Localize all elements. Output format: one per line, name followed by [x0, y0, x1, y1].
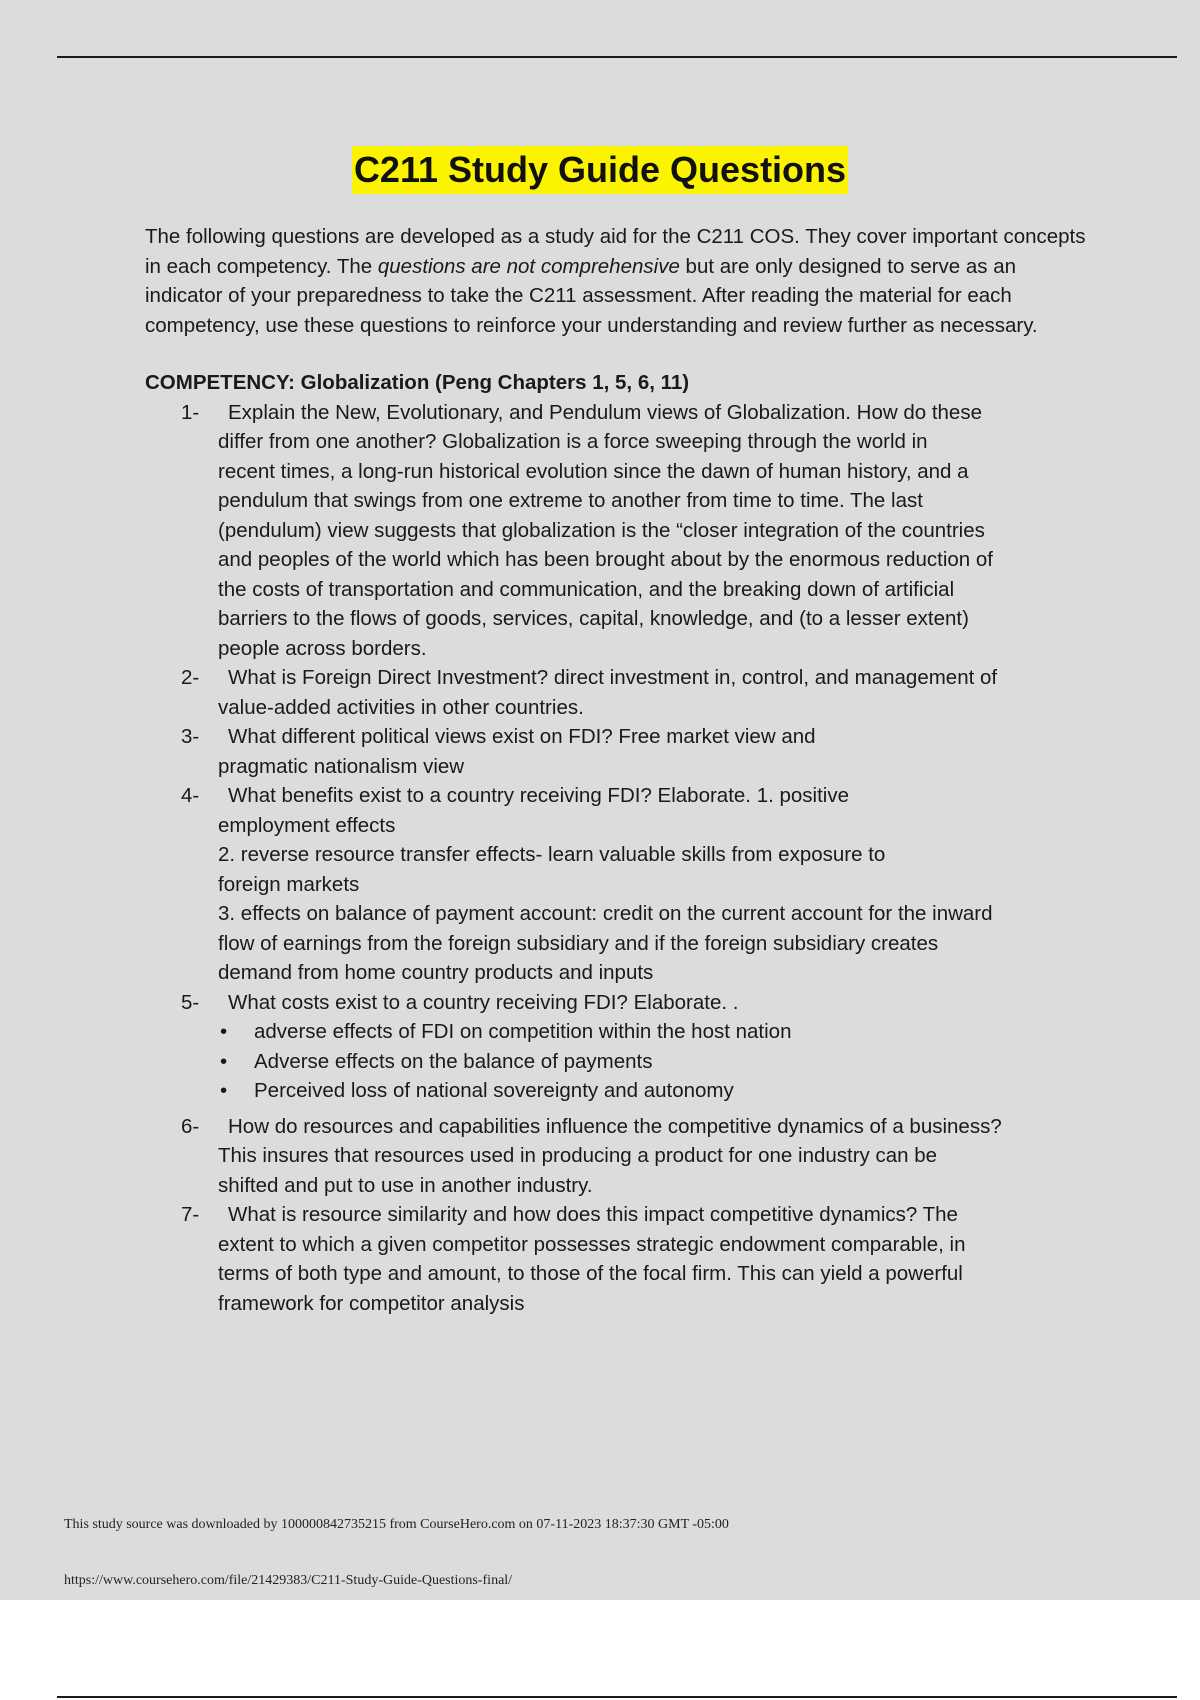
- page-title: C211 Study Guide Questions: [352, 146, 848, 194]
- question-number: 7-: [181, 1203, 200, 1226]
- document-body: [145, 222, 1090, 1318]
- question-item: [145, 1112, 1090, 1201]
- answer-line: 2. reverse resource transfer effects- learn valuable skills from exposure to: [218, 843, 886, 866]
- question-item: [145, 1200, 1090, 1318]
- question-item: [145, 988, 1090, 1106]
- question-number: 2-: [181, 666, 200, 689]
- answer-line: shifted and put to use in another industry.: [218, 1173, 593, 1197]
- answer-line: barriers to the flows of goods, services, capital, knowledge, and (to a lesser extent): [218, 607, 969, 630]
- answer-line: This insures that resources used in producing a product for one industry can be: [218, 1144, 938, 1167]
- question-text: What benefits exist to a country receiving FDI? Elaborate. 1. positive: [228, 784, 849, 807]
- bullet-item: • Perceived loss of national sovereignty and autonomy: [218, 1076, 1090, 1106]
- question-text: What is Foreign Direct Investment? direct investment in, control, and management of: [228, 666, 998, 689]
- answer-line: pendulum that swings from one extreme to another from time to time. The last: [218, 489, 923, 512]
- download-note: This study source was downloaded by 100000842735215 from CourseHero.com on 07-11-2023 18:37:30 GMT -05:00: [64, 1517, 729, 1532]
- intro-text-start: The following questions are developed as a study aid for the C211 COS. They cover important concepts in each competency. The: [145, 225, 1086, 278]
- question-number: 4-: [181, 784, 200, 807]
- title-container: [0, 146, 1200, 194]
- question-body: [218, 663, 1090, 722]
- question-text: What costs exist to a country receiving FDI? Elaborate. .: [228, 990, 739, 1014]
- question-text: How do resources and capabilities influence the competitive dynamics of a business?: [228, 1114, 1002, 1138]
- question-body: [218, 722, 1090, 781]
- question-text: What is resource similarity and how does this impact competitive dynamics? The: [228, 1203, 958, 1226]
- answer-line: demand from home country products and inputs: [218, 961, 654, 984]
- bottom-rule: [57, 1696, 1177, 1698]
- answer-line: the costs of transportation and communication, and the breaking down of artificial: [218, 577, 955, 601]
- answer-line: extent to which a given competitor possesses strategic endowment comparable, in: [218, 1232, 966, 1256]
- question-body: [218, 781, 1090, 988]
- question-list: [145, 398, 1090, 1319]
- answer-line: terms of both type and amount, to those of the focal firm. This can yield a powerful: [218, 1262, 963, 1285]
- intro-text-end: but are only designed to serve as an indicator of your preparedness to take the C211 assessment. After reading the material for each competency, use these questions to reinforce your understanding and review further as necessary.: [145, 254, 1038, 337]
- question-number: 1-: [181, 400, 200, 424]
- answer-line: differ from one another? Globalization is a force sweeping through the world in: [218, 430, 928, 453]
- answer-line: pragmatic nationalism view: [218, 754, 465, 778]
- answer-line: framework for competitor analysis: [218, 1291, 525, 1315]
- competency-heading: COMPETENCY: Globalization (Peng Chapters 1, 5, 6, 11): [145, 371, 690, 394]
- top-rule: [57, 56, 1177, 58]
- answer-line: foreign markets: [218, 872, 360, 896]
- question-item: [145, 781, 1090, 988]
- question-item: [145, 663, 1090, 722]
- question-text: Explain the New, Evolutionary, and Pendulum views of Globalization. How do these: [228, 400, 982, 424]
- answer-line: and peoples of the world which has been brought about by the enormous reduction of: [218, 548, 993, 571]
- bullet-list: [218, 1017, 1090, 1106]
- answer-line: flow of earnings from the foreign subsidiary and if the foreign subsidiary creates: [218, 931, 939, 955]
- answer-line: people across borders.: [218, 636, 427, 660]
- answer-line: 3. effects on balance of payment account: credit on the current account for the inward: [218, 902, 993, 925]
- question-body: [218, 1200, 1090, 1318]
- question-number: 5-: [181, 990, 200, 1014]
- question-body: [218, 398, 1090, 664]
- question-item: [145, 722, 1090, 781]
- answer-line: value-added activities in other countries.: [218, 695, 584, 719]
- question-item: [145, 398, 1090, 664]
- intro-emphasis: questions are not comprehensive: [377, 254, 680, 278]
- intro-paragraph: [145, 222, 1090, 340]
- bullet-item: • adverse effects of FDI on competition within the host nation: [218, 1017, 1090, 1047]
- question-body: [218, 988, 1090, 1018]
- bullet-item: • Adverse effects on the balance of payments: [218, 1047, 1090, 1077]
- answer-line: employment effects: [218, 813, 396, 837]
- question-number: 3-: [181, 725, 200, 748]
- question-text: What different political views exist on FDI? Free market view and: [228, 725, 816, 748]
- source-url: https://www.coursehero.com/file/21429383/C211-Study-Guide-Questions-final/: [64, 1573, 513, 1588]
- answer-line: recent times, a long-run historical evolution since the dawn of human history, and a: [218, 459, 969, 483]
- answer-line: (pendulum) view suggests that globalization is the “closer integration of the countries: [218, 518, 985, 542]
- question-number: 6-: [181, 1114, 200, 1138]
- question-body: [218, 1112, 1090, 1201]
